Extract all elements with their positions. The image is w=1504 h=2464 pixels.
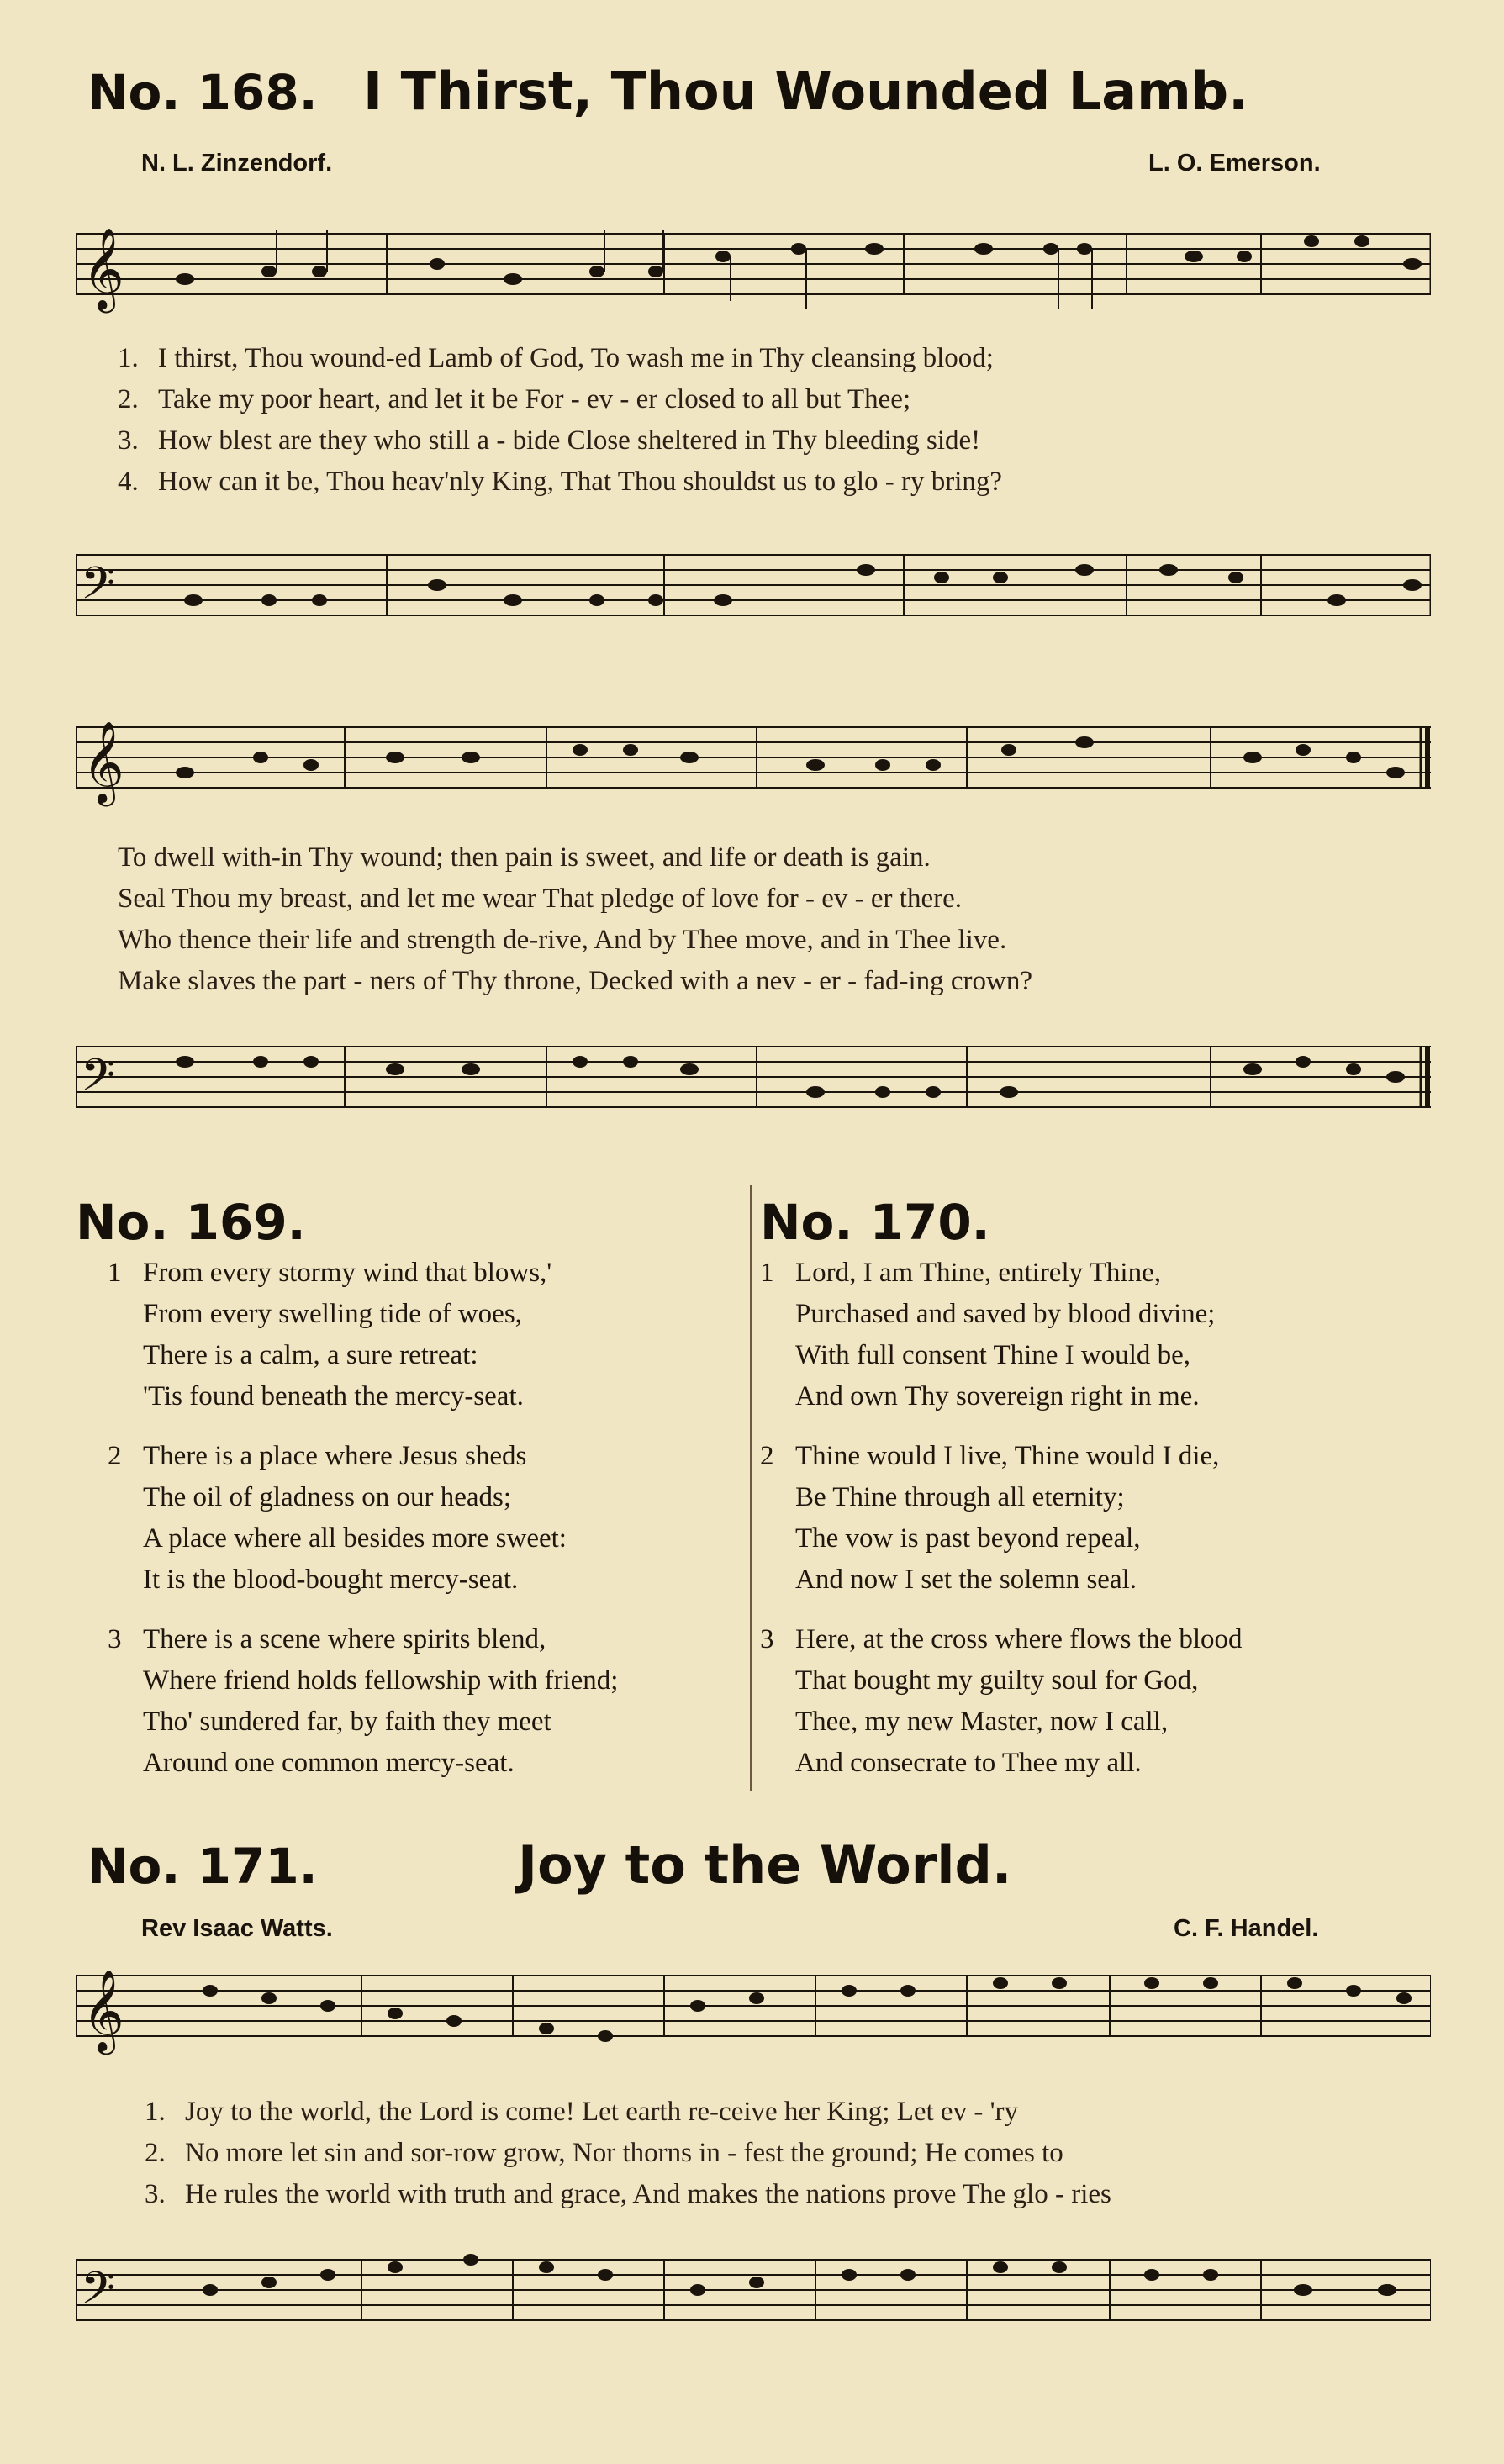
lyric-168-v1: 1. I thirst, Thou wound-ed Lamb of God, To wash me in Thy cleansing blood;	[118, 343, 994, 373]
lyric-168-v4: 4. How can it be, Thou heav'nly King, That Thou shouldst us to glo - ry bring?	[118, 467, 1003, 497]
hymn-169-text: 1 From every stormy wind that blows,' From every swelling tide of woes, There is a calm, a sure retreat: 'Tis found beneath the mercy-seat. 2 There is a place where Jesus sheds The oil of gladness on our heads; A place where all besides more sweet: It is the blood-bought mercy-seat. 3 There is a scene where spirits blend, Where friend holds fellowship with friend; Tho' sundered far, by faith they meet Around one common mercy-seat.	[108, 1258, 619, 1778]
treble-staff-168-2	[76, 719, 1431, 811]
hymn-168-title: I Thirst, Thou Wounded Lamb.	[363, 61, 1248, 122]
lyric-168-v2: 2. Take my poor heart, and let it be For - ev - er closed to all but Thee;	[118, 384, 911, 414]
hymn-169-number: No. 169.	[76, 1194, 306, 1251]
lyric-168-v3: 3. How blest are they who still a - bide Close sheltered in Thy bleeding side!	[118, 425, 981, 456]
hymn-171-author: Rev Isaac Watts.	[141, 1915, 333, 1942]
hymn-171-title: Joy to the World.	[518, 1834, 1012, 1896]
lyric-168-s2-v4: Make slaves the part - ners of Thy throne, Decked with a nev - er - fad-ing crown?	[118, 966, 1032, 996]
svg-text:𝄞: 𝄞	[82, 720, 124, 803]
lyric-171-v2: 2. No more let sin and sor-row grow, Nor thorns in - fest the ground; He comes to	[145, 2138, 1063, 2168]
lyric-171-v1: 1. Joy to the world, the Lord is come! Let earth re-ceive her King; Let ev - 'ry	[145, 2097, 1018, 2127]
hymn-171-number: No. 171.	[87, 1838, 318, 1895]
column-divider	[750, 1185, 752, 1791]
hymn-170-number: No. 170.	[760, 1194, 990, 1251]
svg-text:𝄞: 𝄞	[82, 227, 124, 309]
lyric-168-s2-v2: Seal Thou my breast, and let me wear That pledge of love for - ev - er there.	[118, 884, 962, 914]
hymn-171-composer: C. F. Handel.	[1174, 1915, 1319, 1942]
svg-text:𝄢: 𝄢	[81, 558, 116, 620]
hymn-170-text: 1 Lord, I am Thine, entirely Thine, Purchased and saved by blood divine; With full consent Thine I would be, And own Thy sovereign right in me. 2 Thine would I live, Thine would I die, Be Thine through all eternity; The vow is past beyond repeal, And now I set the solemn seal. 3 Here, at the cross where flows the blood That bought my guilty soul for God, Thee, my new Master, now I call, And consecrate to Thee my all.	[760, 1258, 1243, 1778]
bass-staff-168-1	[76, 538, 1431, 631]
svg-text:𝄞: 𝄞	[82, 1969, 124, 2051]
hymn-168-author: N. L. Zinzendorf.	[141, 150, 333, 177]
hymn-168-composer: L. O. Emerson.	[1148, 150, 1321, 177]
lyric-171-v3: 3. He rules the world with truth and grace, And makes the nations prove The glo - ries	[145, 2179, 1111, 2209]
bass-staff-168-2	[76, 1030, 1431, 1122]
treble-staff-171	[76, 1967, 1431, 2060]
treble-staff-168-1	[76, 225, 1431, 318]
hymn-168-number: No. 168.	[87, 64, 318, 121]
svg-text:𝄢: 𝄢	[81, 2263, 116, 2325]
lyric-168-s2-v1: To dwell with-in Thy wound; then pain is sweet, and life or death is gain.	[118, 842, 931, 873]
lyric-168-s2-v3: Who thence their life and strength de-rive, And by Thee move, and in Thee live.	[118, 925, 1007, 955]
bass-staff-171	[76, 2243, 1431, 2361]
svg-text:𝄢: 𝄢	[81, 1050, 116, 1112]
